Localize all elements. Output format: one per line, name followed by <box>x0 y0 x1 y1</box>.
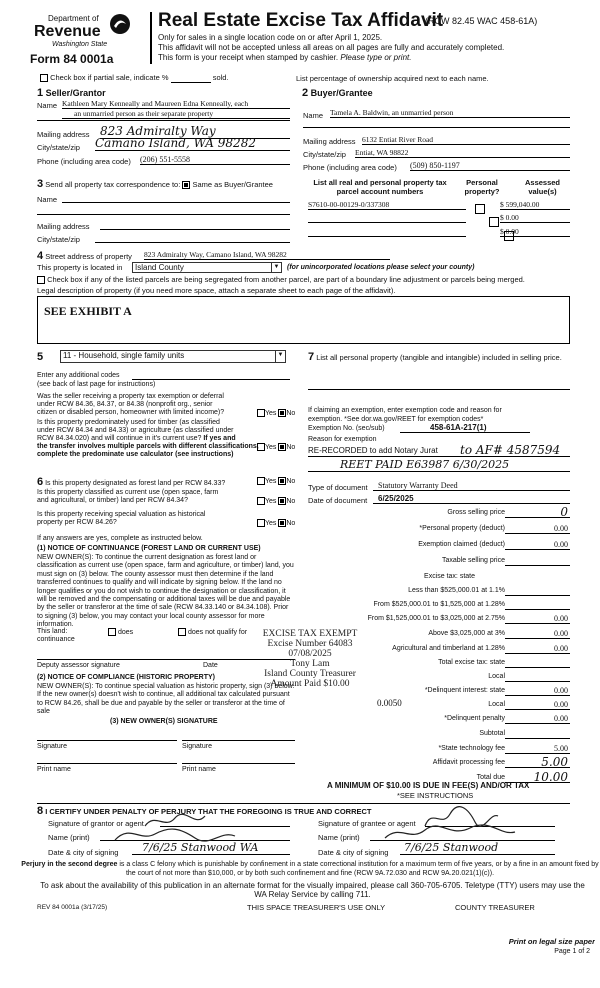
sec3-name-field[interactable] <box>62 202 290 203</box>
tax-row-value[interactable]: 10.00 <box>505 770 570 783</box>
notice1-body: NEW OWNER(S): To continue the current designation as forest land or classification as current use (open space, farm and agriculture, or timber) land, you must sign on (3) below. The county assessor must then determine if the land transferred continues to qualify and will indicate by signing below. If the land no longer qualifies or you do not wish to continue the designation or classification, it will be removed and the compensating or additional taxes will be due and payable by the seller or transferor at the time of sale (RCW 84.33.140 or 84.34.108). Prior to signing (3) below, you may contact your local county assessor for more information. <box>37 554 294 629</box>
chevron-down-icon: ▼ <box>271 263 281 272</box>
page-number: Page 1 of 2 <box>554 948 590 955</box>
sec5-number: 5 <box>37 351 44 363</box>
tax-row-label: Above $3,025,000 at 3% <box>428 630 505 637</box>
header-divider <box>150 12 152 64</box>
q1-yes-checkbox[interactable] <box>257 409 265 417</box>
grantee-sig-label: Signature of grantee or agent <box>318 819 416 828</box>
grantor-date-label: Date & city of signing <box>48 848 119 857</box>
tax-row-label: Taxable selling price <box>441 557 505 564</box>
sec7-label: List all personal property (tangible and intangible) included in selling price. <box>316 353 562 362</box>
personal-header-2: property? <box>464 187 500 196</box>
parcel-number-1[interactable]: S7610-00-00129-0/337308 <box>308 200 466 210</box>
seller-name-extra-line <box>37 120 290 121</box>
doc-date-label: Date of document <box>308 496 368 505</box>
reason-value[interactable]: RE-RECORDED to add Notary Jurat <box>308 446 438 455</box>
owner-print-label-1: Print name <box>37 766 71 773</box>
sec3-name-label: Name <box>37 195 58 204</box>
sec6-q3-line2: property per RCW 84.26? <box>37 519 117 526</box>
doc-date-value[interactable]: 6/25/2025 <box>373 494 570 504</box>
logo-state: Washington State <box>52 41 108 48</box>
tax-row-value[interactable] <box>505 729 570 739</box>
stamp-line3: 07/08/2025 <box>288 649 332 659</box>
header-sub1: Only for sales in a single location code on or after April 1, 2025. <box>158 33 383 42</box>
buyer-name-extra-line <box>303 127 570 128</box>
owner-signature-field-1[interactable] <box>37 740 177 741</box>
stamp-line1: EXCISE TAX EXEMPT <box>262 629 358 639</box>
ownership-note: List percentage of ownership acquired next to each name. <box>296 74 489 83</box>
seller-name-line1[interactable]: Kathleen Mary Kenneally and Maureen Edna Kenneally, each <box>62 99 290 109</box>
owner-signature-field-2[interactable] <box>182 740 295 741</box>
grantor-sig-label: Signature of grantor or agent <box>48 819 144 828</box>
current-use-no-label: No <box>286 497 296 505</box>
logo-revenue: Revenue <box>34 23 101 40</box>
seller-city-label: City/state/zip <box>37 143 80 152</box>
county-select[interactable] <box>132 262 282 273</box>
parcel-number-3[interactable] <box>308 236 466 237</box>
tax-row-value[interactable] <box>505 586 570 596</box>
same-as-buyer-checkbox[interactable] <box>182 181 190 189</box>
land-does-not-label: does not qualify for <box>187 628 248 636</box>
ifany-note: If any answers are yes, complete as instructed below. <box>37 535 203 542</box>
buyer-phone-value[interactable]: (509) 850-1197 <box>410 161 570 171</box>
personal-property-field[interactable] <box>308 389 570 390</box>
historic-no-checkbox[interactable] <box>278 519 286 527</box>
sec6-q3-line1: Is this property receiving special valuation as historical <box>37 511 206 518</box>
q2-no-checkbox[interactable] <box>278 443 286 451</box>
tax-row-label: Subtotal <box>479 730 505 737</box>
notice2-body: NEW OWNER(S): To continue special valuation as historic property, sign (3) below. If the new owner(s) doesn't wish to continue, all additional tax calculated pursuant to RCW 84.26, shall be due and payable by the seller or transferor at the time of sale <box>37 683 295 716</box>
tax-row-value[interactable] <box>505 556 570 566</box>
legal-description-box[interactable] <box>37 296 570 344</box>
partial-sale-label: Check box if partial sale, indicate % <box>50 73 169 82</box>
sec6-q2-line2: and agricultural, or timber) land per RCW 84.34? <box>37 497 188 504</box>
buyer-mail-value[interactable]: 6132 Entiat River Road <box>362 135 570 145</box>
q2-line4: the transfer involves multiple parcels with different classifications, <box>37 443 259 450</box>
seller-city-value[interactable]: Camano Island, WA 98282 <box>95 136 290 151</box>
historic-yes-checkbox[interactable] <box>257 519 265 527</box>
county-value: Island County <box>135 263 184 272</box>
treasurer-use: THIS SPACE TREASURER'S USE ONLY <box>247 903 386 912</box>
parcel-header-2: parcel account numbers <box>336 187 424 196</box>
seller-phone-label: Phone (including area code) <box>37 157 131 166</box>
forest-yes-checkbox[interactable] <box>257 477 265 485</box>
sec3-name-field-2[interactable] <box>37 214 290 215</box>
notice2-title: (2) NOTICE OF COMPLIANCE (HISTORIC PROPERTY) <box>37 674 215 681</box>
stamp-line2: Excise Number 64083 <box>267 639 353 649</box>
q2-line3: RCW 84.34.020) and will continue in it's current use? <box>37 435 202 442</box>
stamp-line6: Amount Paid $10.00 <box>270 679 350 689</box>
land-does-label: does <box>117 628 134 636</box>
sec3-mail-field[interactable] <box>100 229 290 230</box>
reason-label: Reason for exemption <box>308 436 377 443</box>
exemption-note-1: If claiming an exemption, enter exemption code and reason for <box>308 407 502 414</box>
assessed-header: Assessed <box>524 178 561 187</box>
tax-row-label: Excise tax: state <box>424 573 475 580</box>
personal-header: Personal <box>466 178 498 187</box>
tax-row-value[interactable]: 0.00 <box>505 686 570 696</box>
owner-sig-label-1: Signature <box>37 743 67 750</box>
buyer-city-label: City/state/zip <box>303 150 346 159</box>
sec4-label: Street address of property <box>45 252 132 261</box>
legal-desc-label: Legal description of property (if you need more space, attach a separate sheet to each page of the affidavit). <box>37 286 396 295</box>
header-sub2: This affidavit will not be accepted unless all areas on all pages are fully and accurately completed. <box>158 43 505 52</box>
rev-number: REV 84 0001a (3/17/25) <box>37 904 108 911</box>
notice3-title: (3) NEW OWNER(S) SIGNATURE <box>110 718 218 725</box>
land-does-not-checkbox[interactable] <box>178 628 186 636</box>
county-treasurer: COUNTY TREASURER <box>455 903 535 912</box>
perjury-text: is a class C felony which is punishable by confinement in a state correctional institution for a maximum term of five years, or by a fine in an amount fixed by the court of not more than $10,000, or by both such confinement and fine (RCW 9A.72.030 and RCW 9A.20.021(1)(c)). <box>119 861 599 877</box>
stamp-line5: Island County Treasurer <box>264 669 356 679</box>
assessed-header-2: value(s) <box>528 187 557 196</box>
owner-print-field-2[interactable] <box>182 763 295 764</box>
grantee-date-value[interactable]: 7/6/25 Stanwood <box>400 841 555 855</box>
same-as-buyer-label: Same as Buyer/Grantee <box>192 180 273 189</box>
grantor-date-value[interactable]: 7/6/25 Stanwood WA <box>132 841 290 855</box>
header-sub3b: Please type or print. <box>340 53 412 62</box>
sec6-q2-line1: Is this property classified as current use (open space, farm <box>37 489 219 496</box>
current-use-yes-checkbox[interactable] <box>257 497 265 505</box>
forest-no-checkbox[interactable] <box>278 477 286 485</box>
buyer-name-value[interactable]: Tamela A. Baldwin, an unmarried person <box>330 108 570 118</box>
tax-row-value[interactable] <box>505 600 570 610</box>
tax-row-value[interactable]: 0.00 <box>505 644 570 654</box>
additional-codes-field[interactable] <box>132 379 290 380</box>
tax-row-label: Less than $525,000.01 at 1.1% <box>408 587 505 594</box>
tax-row-label: Local <box>488 701 505 708</box>
minimum-note: A MINIMUM OF $10.00 IS DUE IN FEE(S) AND/OR TAX <box>327 781 530 790</box>
q2-no-label: No <box>286 443 296 451</box>
current-use-no-checkbox[interactable] <box>278 497 286 505</box>
tax-row-label: Exemption claimed (deduct) <box>418 541 505 548</box>
forest-yes-label: Yes <box>265 477 277 485</box>
header-sub3: This form is your receipt when stamped by cashier. <box>158 53 339 62</box>
chevron-down-icon: ▼ <box>275 351 285 362</box>
continuance-label: continuance <box>37 636 75 643</box>
q2-line2: under RCW 84.34 and 84.33) or agriculture (as classified under <box>37 427 234 434</box>
deputy-date-label: Date <box>203 662 218 669</box>
seller-mail-label: Mailing address <box>37 130 90 139</box>
page-title: Real Estate Excise Tax Affidavit <box>158 10 444 31</box>
reason-handwritten-2: REET PAID E63987 6/30/2025 <box>340 458 510 471</box>
tax-row-value[interactable]: 0.00 <box>505 700 570 710</box>
uninc-note: (for unincorporated locations please select your county) <box>287 264 475 271</box>
reason-line-1 <box>308 456 570 457</box>
tax-row-value[interactable]: 5.00 <box>505 744 570 754</box>
seller-phone-value[interactable]: (206) 551-5558 <box>140 155 290 165</box>
dor-logo <box>20 10 145 66</box>
legal-size-note: Print on legal size paper <box>508 937 595 946</box>
sec3-city-label: City/state/zip <box>37 235 80 244</box>
buyer-phone-label: Phone (including area code) <box>303 163 397 172</box>
forest-no-label: No <box>286 477 296 485</box>
land-use-select[interactable] <box>60 350 286 363</box>
local-rate: 0.0050 <box>377 698 402 708</box>
owner-print-label-2: Print name <box>182 766 216 773</box>
tax-row-label: Gross selling price <box>447 509 505 516</box>
personal-property-checkbox-1[interactable] <box>475 204 485 214</box>
buyer-mail-label: Mailing address <box>303 137 356 146</box>
exemption-note-2: exemption. *See dor.wa.gov/REET for exemption codes* <box>308 416 484 423</box>
tax-row-value[interactable]: 0 <box>505 505 570 518</box>
tax-row-label: *Delinquent penalty <box>444 715 505 722</box>
perjury-note <box>20 861 600 878</box>
buyer-name-label: Name <box>303 111 324 120</box>
tax-row-value[interactable]: 5.00 <box>505 755 570 768</box>
q1-no-label: No <box>286 409 296 417</box>
sec8-top-rule <box>37 803 570 804</box>
codes-note: (see back of last page for instructions) <box>37 381 156 388</box>
tax-row-value[interactable]: 0.00 <box>505 524 570 534</box>
partial-sale-checkbox[interactable] <box>40 74 48 82</box>
owner-print-field-1[interactable] <box>37 763 177 764</box>
assessed-value-2[interactable]: $ 0.00 <box>500 213 570 223</box>
land-use-value: 11 - Household, single family units <box>63 351 185 360</box>
logo-dept: Department of <box>48 14 99 23</box>
codes-label: Enter any additional codes <box>37 372 120 379</box>
tax-row-label: Local <box>488 673 505 680</box>
sec3-label: Send all property tax correspondence to: <box>45 180 181 189</box>
tax-row-value[interactable]: 0.00 <box>505 540 570 550</box>
accessibility-note: To ask about the availability of this publication in an alternate format for the visually impaired, please call 360-705-6705. Teletype (TTY) users may use the WA Relay Service by calling 711. <box>40 881 585 899</box>
exemption-no-label: Exemption No. (sec/sub) <box>308 425 385 432</box>
tax-row-label: *State technology fee <box>438 745 505 752</box>
buyer-heading: Buyer/Grantee <box>310 88 373 98</box>
land-does-checkbox[interactable] <box>108 628 116 636</box>
tax-row-label: Total due <box>476 774 505 781</box>
sec3-city-field[interactable] <box>95 242 290 243</box>
q1-yes-label: Yes <box>265 409 277 417</box>
tax-row-value[interactable] <box>505 658 570 668</box>
q2-yes-label: Yes <box>265 443 277 451</box>
perjury-bold: Perjury in the second degree <box>21 861 118 868</box>
assessed-value-3[interactable]: $ 0.00 <box>500 227 570 237</box>
see-instructions: *SEE INSTRUCTIONS <box>397 791 474 800</box>
tax-row-label: Agricultural and timberland at 1.28% <box>392 645 505 652</box>
doc-type-label: Type of document <box>308 483 368 492</box>
segregated-label: Check box if any of the listed parcels are being segregated from another parcel, are part of a boundary line adjustment or parcels being merged. <box>47 275 525 284</box>
q2-line3-bold: If yes and <box>203 435 236 442</box>
seller-name-line2[interactable]: an unmarried person as their separate property <box>62 109 290 119</box>
tax-row-label: From $1,525,000.01 to $3,025,000 at 2.75% <box>367 615 505 622</box>
revenue-swirl-icon <box>108 12 132 36</box>
title-rcw: (RCW 82.45 WAC 458-61A) <box>425 16 538 26</box>
q1-line3: citizen or disabled person, homeowner with limited income)? <box>37 409 225 416</box>
partial-sold-label: sold. <box>212 73 229 82</box>
seller-heading: Seller/Grantor <box>45 88 106 98</box>
grantee-date-label: Date & city of signing <box>318 848 389 857</box>
q1-no-checkbox[interactable] <box>278 409 286 417</box>
sec3-mail-label: Mailing address <box>37 222 90 231</box>
form-number: Form 84 0001a <box>30 52 114 66</box>
seller-name-label: Name <box>37 101 58 110</box>
tax-row-value[interactable]: 0.00 <box>505 629 570 639</box>
tax-row-label: Affidavit processing fee <box>432 759 505 766</box>
this-land-label: This land: <box>37 628 68 635</box>
historic-no-label: No <box>286 519 296 527</box>
doc-type-value[interactable]: Statutory Warranty Deed <box>373 481 570 491</box>
exemption-no-value[interactable]: 458-61A-217(1) <box>400 423 530 433</box>
tax-row-label: *Personal property (deduct) <box>419 525 505 532</box>
partial-percent-field[interactable] <box>171 73 211 83</box>
personal-property-checkbox-2[interactable] <box>489 217 499 227</box>
parcel-number-2[interactable] <box>308 222 466 223</box>
tax-row-value[interactable]: 0.00 <box>505 614 570 624</box>
reason-line-2 <box>308 471 570 472</box>
located-label: This property is located in <box>37 263 123 272</box>
q1-line2: under RCW 84.36, 84.37, or 84.38 (nonprofit org., senior <box>37 401 213 408</box>
stamp-line4: Tony Lam <box>290 659 330 669</box>
tax-row-label: From $525,000.01 to $1,525,000 at 1.28% <box>373 601 505 608</box>
sec6-q1: Is this property designated as forest land per RCW 84.33? <box>45 480 226 487</box>
parcel-header: List all real and personal property tax <box>313 178 447 187</box>
excise-exempt-stamp <box>250 629 370 689</box>
current-use-yes-label: Yes <box>265 497 277 505</box>
tax-row-value[interactable]: 0.00 <box>505 714 570 724</box>
tax-row-label: Total excise tax: state <box>438 659 505 666</box>
owner-sig-label-2: Signature <box>182 743 212 750</box>
q2-yes-checkbox[interactable] <box>257 443 265 451</box>
tax-row-value[interactable] <box>505 672 570 682</box>
reason-handwritten-1: to AF# 4587594 <box>460 443 561 457</box>
buyer-city-value[interactable]: Entiat, WA 98822 <box>355 148 570 158</box>
q1-line1: Was the seller receiving a property tax exemption or deferral <box>37 393 224 400</box>
seller-mail-value[interactable]: 823 Admiralty Way <box>100 124 290 139</box>
tax-row-label: *Delinquent interest: state <box>424 687 505 694</box>
assessed-value-1[interactable]: $ 599,040.00 <box>500 200 570 210</box>
legal-description-value: SEE EXHIBIT A <box>44 304 132 318</box>
q2-line5: complete the predominate use calculator (see instructions) <box>37 451 234 458</box>
deputy-label: Deputy assessor signature <box>37 662 120 669</box>
sec8-heading: I CERTIFY UNDER PENALTY OF PERJURY THAT THE FOREGOING IS TRUE AND CORRECT <box>45 807 372 816</box>
historic-yes-label: Yes <box>265 519 277 527</box>
q2-line1: Is this property predominately used for timber (as classified <box>37 419 220 426</box>
property-address[interactable]: 823 Admiralty Way, Camano Island, WA 98282 <box>144 250 390 260</box>
notice1-title: (1) NOTICE OF CONTINUANCE (FOREST LAND OR CURRENT USE) <box>37 545 261 552</box>
grantee-name-label: Name (print) <box>318 833 360 842</box>
segregated-checkbox[interactable] <box>37 276 45 284</box>
grantor-name-label: Name (print) <box>48 833 90 842</box>
